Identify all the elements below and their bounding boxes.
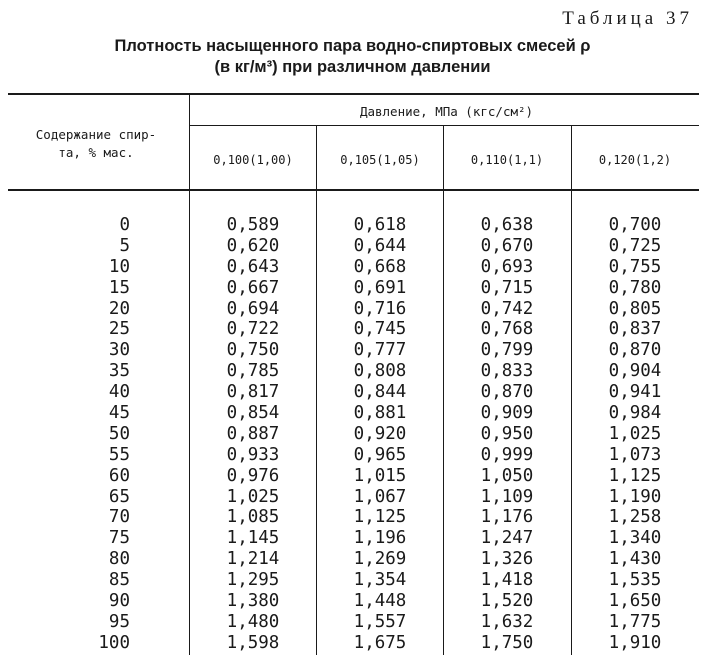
density-cell: 0,870 [608,340,662,361]
density-cell: 0,638 [480,215,534,235]
density-cell: 0,833 [480,361,534,382]
density-cell: 0,904 [608,361,662,382]
density-cell: 0,805 [608,298,662,319]
density-cell: 1,176 [480,507,534,528]
column-header: 0,105(1,05) [340,153,420,167]
density-cell: 1,145 [226,528,280,549]
density-cell: 0,837 [608,319,662,340]
column-header: 0,120(1,2) [598,153,672,167]
density-cell: 0,887 [226,423,280,444]
density-cell: 0,700 [608,215,662,235]
density-cell: 0,667 [226,277,280,298]
density-column [444,215,570,654]
density-cell: 0,920 [353,423,407,444]
density-cell: 0,693 [480,256,534,277]
density-cell: 1,125 [608,465,662,486]
alcohol-content-column [30,215,130,654]
alcohol-content-cell: 50 [108,423,130,444]
density-cell: 1,520 [480,591,534,612]
density-cell: 1,910 [608,632,662,653]
alcohol-content-cell: 40 [108,382,130,403]
density-cell: 0,725 [608,235,662,256]
alcohol-content-cell: 15 [108,277,130,298]
density-cell: 0,817 [226,382,280,403]
density-cell: 1,073 [608,444,662,465]
stub-header-line: Содержание спир- [35,127,157,142]
density-cell: 0,965 [353,444,407,465]
alcohol-content-cell: 90 [108,591,130,612]
density-cell: 1,598 [226,632,280,653]
density-cell: 0,950 [480,423,534,444]
density-cell: 1,109 [480,486,534,507]
density-cell: 1,196 [353,528,407,549]
density-cell: 0,777 [353,340,407,361]
alcohol-content-cell: 65 [108,486,130,507]
column-header: 0,100(1,00) [213,153,293,167]
alcohol-content-cell: 75 [108,528,130,549]
density-cell: 0,745 [353,319,407,340]
density-cell: 1,675 [353,632,407,653]
density-cell: 1,025 [226,486,280,507]
density-cell: 1,775 [608,611,662,632]
density-cell: 1,326 [480,549,534,570]
column-header: 0,110(1,1) [470,153,544,167]
density-cell: 1,380 [226,591,280,612]
density-cell: 0,881 [353,403,407,424]
table-title: Плотность насыщенного пара водно-спиртовых смесей ρ [114,37,591,55]
alcohol-content-cell: 30 [108,340,130,361]
density-cell: 0,844 [353,382,407,403]
density-cell: 0,715 [480,277,534,298]
density-cell: 0,799 [480,340,534,361]
alcohol-content-cell: 25 [108,319,130,340]
density-cell: 0,870 [480,382,534,403]
pressure-rule [189,125,699,126]
density-cell: 1,650 [608,591,662,612]
density-cell: 1,480 [226,611,280,632]
density-cell: 0,742 [480,298,534,319]
alcohol-content-cell: 5 [119,235,130,256]
density-cell: 0,984 [608,403,662,424]
alcohol-content-cell: 85 [108,570,130,591]
density-cell: 0,768 [480,319,534,340]
density-cell: 0,808 [353,361,407,382]
table-number: Таблица 37 [562,8,693,29]
density-cell: 0,589 [226,215,280,235]
alcohol-content-cell: 35 [108,361,130,382]
alcohol-content-cell: 10 [108,256,130,277]
density-cell: 1,085 [226,507,280,528]
density-cell: 0,643 [226,256,280,277]
alcohol-content-cell: 60 [108,465,130,486]
density-cell: 1,067 [353,486,407,507]
alcohol-content-cell: 0 [119,215,130,235]
density-cell: 1,214 [226,549,280,570]
density-cell: 1,430 [608,549,662,570]
density-cell: 1,632 [480,611,534,632]
density-column [572,215,698,654]
alcohol-content-cell: 95 [108,611,130,632]
density-cell: 0,668 [353,256,407,277]
density-cell: 1,535 [608,570,662,591]
pressure-header: Давление, МПа (кгс/см²) [359,104,534,119]
density-cell: 0,618 [353,215,407,235]
density-cell: 1,750 [480,632,534,653]
density-cell: 0,694 [226,298,280,319]
density-cell: 0,722 [226,319,280,340]
density-cell: 0,755 [608,256,662,277]
alcohol-content-cell: 100 [98,632,130,653]
density-cell: 1,025 [608,423,662,444]
top-rule [8,93,699,95]
alcohol-content-cell: 55 [108,444,130,465]
density-cell: 1,258 [608,507,662,528]
density-cell: 0,620 [226,235,280,256]
density-cell: 0,909 [480,403,534,424]
density-cell: 1,448 [353,591,407,612]
density-cell: 0,941 [608,382,662,403]
density-cell: 0,785 [226,361,280,382]
density-cell: 0,999 [480,444,534,465]
density-cell: 1,125 [353,507,407,528]
density-cell: 0,933 [226,444,280,465]
stub-header [8,126,184,162]
density-cell: 0,750 [226,340,280,361]
stub-header-line: та, % мас. [58,145,134,160]
density-cell: 0,976 [226,465,280,486]
density-cell: 0,644 [353,235,407,256]
density-cell: 0,854 [226,403,280,424]
density-cell: 1,015 [353,465,407,486]
alcohol-content-cell: 45 [108,403,130,424]
density-cell: 1,557 [353,611,407,632]
density-cell: 0,716 [353,298,407,319]
density-cell: 1,269 [353,549,407,570]
table-title-units: (в кг/м³) при различном давлении [214,58,491,76]
alcohol-content-cell: 70 [108,507,130,528]
alcohol-content-cell: 20 [108,298,130,319]
density-cell: 0,691 [353,277,407,298]
header-bottom-rule [8,189,699,191]
density-cell: 1,340 [608,528,662,549]
density-column [190,215,316,654]
density-cell: 1,050 [480,465,534,486]
density-cell: 1,190 [608,486,662,507]
density-cell: 1,354 [353,570,407,591]
density-column [317,215,443,654]
density-cell: 1,295 [226,570,280,591]
alcohol-content-cell: 80 [108,549,130,570]
density-cell: 0,780 [608,277,662,298]
density-cell: 1,247 [480,528,534,549]
density-cell: 0,670 [480,235,534,256]
density-cell: 1,418 [480,570,534,591]
